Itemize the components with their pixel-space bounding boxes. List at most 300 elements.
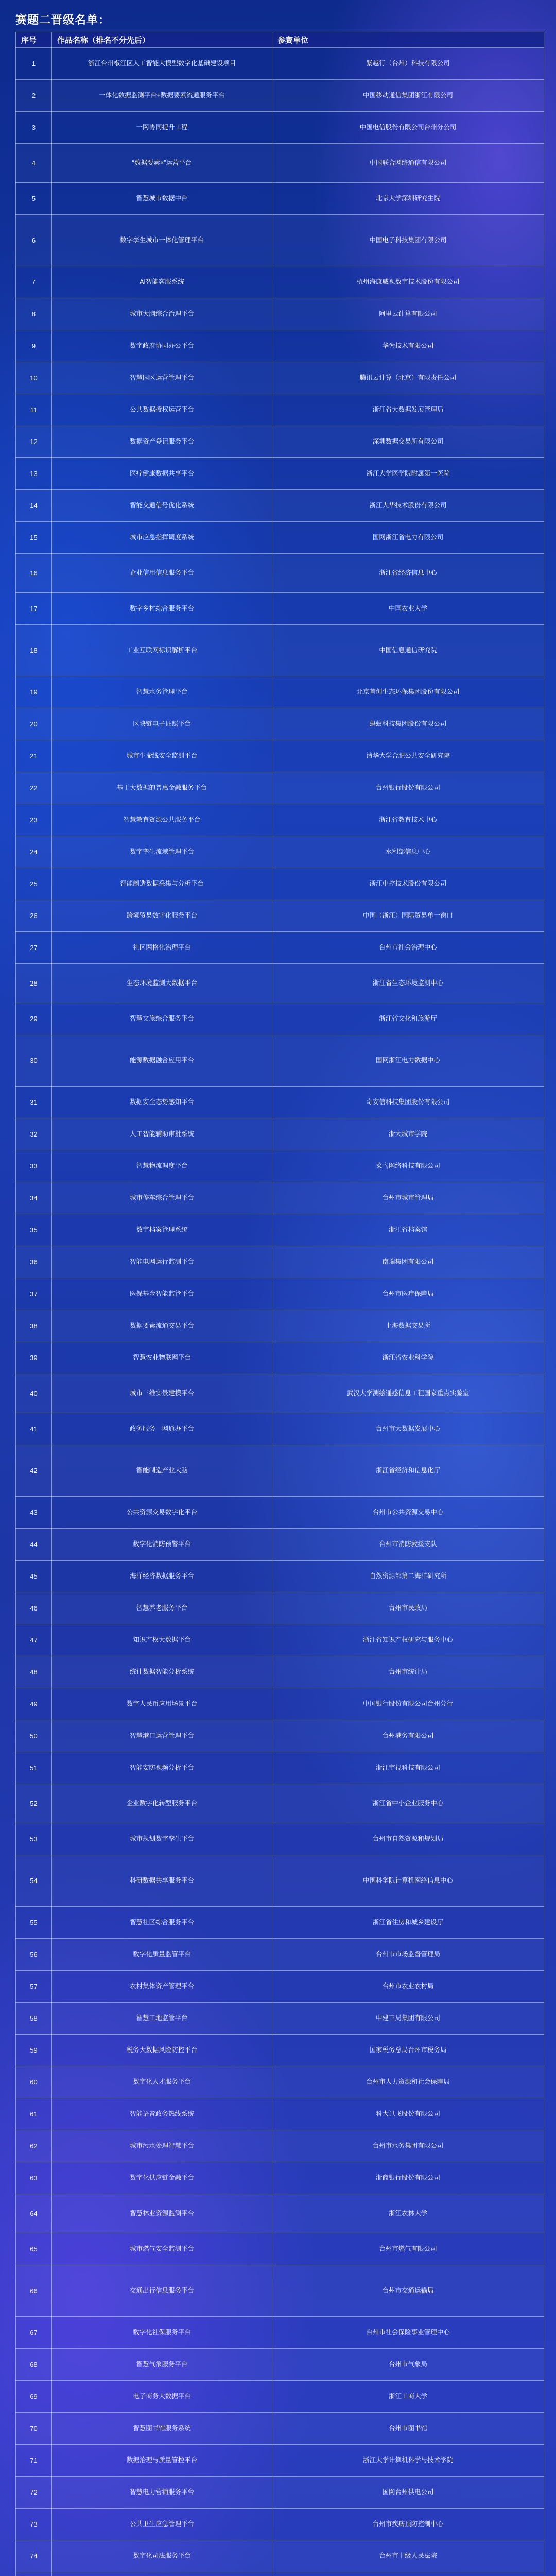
table-row xyxy=(16,2540,544,2572)
row-index: 46 xyxy=(16,1592,52,1624)
table-row xyxy=(16,1592,544,1624)
row-index: 10 xyxy=(16,362,52,394)
header-index: 序号 xyxy=(16,32,52,48)
row-work-name: 公共数据授权运营平台 xyxy=(52,394,272,426)
row-organization: 浙江省大数据发展管理局 xyxy=(272,394,544,426)
row-organization: 浙江大学医学院附属第一医院 xyxy=(272,458,544,490)
row-work-name: 企业信用信息服务平台 xyxy=(52,554,272,593)
row-organization: 深圳数据交易所有限公司 xyxy=(272,426,544,458)
row-index: 49 xyxy=(16,1688,52,1720)
row-work-name: 城市燃气安全监测平台 xyxy=(52,2233,272,2265)
row-organization: 中国移动通信集团浙江有限公司 xyxy=(272,80,544,112)
row-index: 60 xyxy=(16,2066,52,2098)
page-title: 赛题二晋级名单： xyxy=(15,13,111,26)
row-work-name: 智能安防视频分析平台 xyxy=(52,1752,272,1784)
row-organization: 台州市水务集团有限公司 xyxy=(272,2130,544,2162)
table-row xyxy=(16,1310,544,1342)
row-work-name: 智慧文旅综合服务平台 xyxy=(52,1003,272,1035)
row-work-name: 交通出行信息服务平台 xyxy=(52,2265,272,2317)
row-organization: 浙江省生态环境监测中心 xyxy=(272,964,544,1003)
row-work-name: 政务服务一网通办平台 xyxy=(52,1413,272,1445)
row-organization: 菜鸟网络科技有限公司 xyxy=(272,1150,544,1182)
row-index: 6 xyxy=(16,215,52,266)
row-index: 4 xyxy=(16,144,52,183)
row-work-name: 一网协同提升工程 xyxy=(52,112,272,144)
table-row xyxy=(16,1688,544,1720)
row-index: 28 xyxy=(16,964,52,1003)
table-row xyxy=(16,1150,544,1182)
row-index: 67 xyxy=(16,2317,52,2349)
table-row xyxy=(16,2130,544,2162)
table-row xyxy=(16,1907,544,1939)
table-row xyxy=(16,330,544,362)
row-work-name: 生态环境监测大数据平台 xyxy=(52,964,272,1003)
row-organization: 奇安信科技集团股份有限公司 xyxy=(272,1087,544,1118)
table-row xyxy=(16,2413,544,2445)
row-work-name: 城市三维实景建模平台 xyxy=(52,1374,272,1413)
table-row xyxy=(16,1035,544,1087)
row-work-name: 工业互联网标识解析平台 xyxy=(52,625,272,676)
row-organization: 浙江工商大学 xyxy=(272,2381,544,2413)
row-index: 35 xyxy=(16,1214,52,1246)
table-row xyxy=(16,112,544,144)
row-work-name: 数据资产登记服务平台 xyxy=(52,426,272,458)
table-row xyxy=(16,708,544,740)
row-work-name: 智慧水务管理平台 xyxy=(52,676,272,708)
row-index: 32 xyxy=(16,1118,52,1150)
row-organization: 台州市城市管理局 xyxy=(272,1182,544,1214)
row-index: 25 xyxy=(16,868,52,900)
row-work-name: 能源数据融合应用平台 xyxy=(52,1035,272,1087)
table-row xyxy=(16,676,544,708)
header-work-name: 作品名称（排名不分先后） xyxy=(52,32,272,48)
row-work-name: AI智能客服系统 xyxy=(52,266,272,298)
table-row xyxy=(16,1624,544,1656)
table-row xyxy=(16,426,544,458)
row-index: 38 xyxy=(16,1310,52,1342)
row-index: 1 xyxy=(16,48,52,80)
table-row xyxy=(16,900,544,932)
table-row xyxy=(16,1720,544,1752)
table-row xyxy=(16,2265,544,2317)
row-index: 21 xyxy=(16,740,52,772)
row-work-name: 数字化人才服务平台 xyxy=(52,2066,272,2098)
results-table xyxy=(15,32,544,2576)
row-index: 37 xyxy=(16,1278,52,1310)
row-work-name: 智能语音政务热线系统 xyxy=(52,2098,272,2130)
row-organization: 南瑞集团有限公司 xyxy=(272,1246,544,1278)
table-row xyxy=(16,2066,544,2098)
table-row xyxy=(16,2572,544,2576)
row-organization: 台州市中级人民法院 xyxy=(272,2540,544,2572)
row-work-name: 城市大脑综合治理平台 xyxy=(52,298,272,330)
table-row xyxy=(16,1939,544,1971)
row-work-name: 城市规划数字孪生平台 xyxy=(52,1823,272,1855)
row-work-name: 城市生命线安全监测平台 xyxy=(52,740,272,772)
row-organization: 台州市自然资源和规划局 xyxy=(272,1823,544,1855)
row-work-name: 智慧城市数据中台 xyxy=(52,183,272,215)
row-organization: 中国信息通信研究院 xyxy=(272,625,544,676)
table-row xyxy=(16,1529,544,1561)
table-row xyxy=(16,1561,544,1592)
row-index: 62 xyxy=(16,2130,52,2162)
row-work-name: 企业数字化转型服务平台 xyxy=(52,1784,272,1823)
row-organization: 清华大学合肥公共安全研究院 xyxy=(272,740,544,772)
row-work-name: 科研数据共享服务平台 xyxy=(52,1855,272,1907)
row-work-name: 智慧社区综合服务平台 xyxy=(52,1907,272,1939)
row-index: 15 xyxy=(16,522,52,554)
row-index: 22 xyxy=(16,772,52,804)
row-work-name: 知识产权大数据平台 xyxy=(52,1624,272,1656)
row-index: 18 xyxy=(16,625,52,676)
table-row xyxy=(16,490,544,522)
row-work-name: 税务大数据风险防控平台 xyxy=(52,2035,272,2066)
row-index: 51 xyxy=(16,1752,52,1784)
row-index: 45 xyxy=(16,1561,52,1592)
table-row xyxy=(16,2477,544,2509)
row-index: 5 xyxy=(16,183,52,215)
row-index: 56 xyxy=(16,1939,52,1971)
row-work-name: 智慧园区运营管理平台 xyxy=(52,362,272,394)
table-row xyxy=(16,1182,544,1214)
row-work-name: 浙江台州椒江区人工智能大模型数字化基础建设项目 xyxy=(52,48,272,80)
row-work-name: 智慧图书馆服务系统 xyxy=(52,2413,272,2445)
table-row xyxy=(16,2233,544,2265)
table-row xyxy=(16,2349,544,2381)
table-row xyxy=(16,1784,544,1823)
row-organization: 台州市社会治理中心 xyxy=(272,932,544,964)
row-organization: 浙江省住房和城乡建设厅 xyxy=(272,1907,544,1939)
row-organization: 台州市社会保险事业管理中心 xyxy=(272,2317,544,2349)
row-organization: 浙江省教育技术中心 xyxy=(272,804,544,836)
row-organization: 台州市民政局 xyxy=(272,1592,544,1624)
table-row xyxy=(16,932,544,964)
table-row xyxy=(16,394,544,426)
results-table-wrap xyxy=(15,32,544,2576)
row-work-name: 公共卫生应急管理平台 xyxy=(52,2509,272,2540)
row-organization: 台州市公共资源交易中心 xyxy=(272,1497,544,1529)
row-index: 23 xyxy=(16,804,52,836)
row-index: 24 xyxy=(16,836,52,868)
row-index xyxy=(16,2572,52,2576)
row-organization: 中建三局集团有限公司 xyxy=(272,2003,544,2035)
row-work-name: 智能电网运行监测平台 xyxy=(52,1246,272,1278)
row-work-name: 数据治理与质量管控平台 xyxy=(52,2445,272,2477)
row-index: 64 xyxy=(16,2194,52,2233)
table-row xyxy=(16,1214,544,1246)
row-work-name: 数字人民币应用场景平台 xyxy=(52,1688,272,1720)
row-organization: 浙江中控技术股份有限公司 xyxy=(272,868,544,900)
row-organization: 中国银行股份有限公司台州分行 xyxy=(272,1688,544,1720)
table-row xyxy=(16,1823,544,1855)
table-row xyxy=(16,1497,544,1529)
row-index: 61 xyxy=(16,2098,52,2130)
row-work-name xyxy=(52,2572,272,2576)
row-index: 73 xyxy=(16,2509,52,2540)
row-index: 36 xyxy=(16,1246,52,1278)
row-index: 50 xyxy=(16,1720,52,1752)
row-organization: 台州市气象局 xyxy=(272,2349,544,2381)
row-organization: 浙江农林大学 xyxy=(272,2194,544,2233)
row-work-name: 智慧港口运营管理平台 xyxy=(52,1720,272,1752)
row-work-name: 数字档案管理系统 xyxy=(52,1214,272,1246)
row-organization: 台州市燃气有限公司 xyxy=(272,2233,544,2265)
row-work-name: “数据要素×”运营平台 xyxy=(52,144,272,183)
table-row xyxy=(16,1003,544,1035)
table-row xyxy=(16,1246,544,1278)
row-index: 14 xyxy=(16,490,52,522)
row-organization: 蚂蚁科技集团股份有限公司 xyxy=(272,708,544,740)
row-work-name: 智慧养老服务平台 xyxy=(52,1592,272,1624)
row-organization: 浙江省中小企业服务中心 xyxy=(272,1784,544,1823)
row-work-name: 数字化社保服务平台 xyxy=(52,2317,272,2349)
row-work-name: 区块链电子证照平台 xyxy=(52,708,272,740)
row-organization: 台州市疾病预防控制中心 xyxy=(272,2509,544,2540)
row-organization: 台州港务有限公司 xyxy=(272,1720,544,1752)
row-index: 17 xyxy=(16,593,52,625)
table-row xyxy=(16,2381,544,2413)
row-work-name: 海洋经济数据服务平台 xyxy=(52,1561,272,1592)
row-index: 12 xyxy=(16,426,52,458)
row-organization: 武汉大学测绘遥感信息工程国家重点实验室 xyxy=(272,1374,544,1413)
row-organization: 台州市人力资源和社会保障局 xyxy=(272,2066,544,2098)
table-row xyxy=(16,362,544,394)
row-index: 19 xyxy=(16,676,52,708)
table-row xyxy=(16,144,544,183)
table-row xyxy=(16,458,544,490)
row-organization: 浙江大华技术股份有限公司 xyxy=(272,490,544,522)
row-index: 59 xyxy=(16,2035,52,2066)
row-organization: 水利部信息中心 xyxy=(272,836,544,868)
table-row xyxy=(16,2194,544,2233)
row-work-name: 一体化数据监测平台+数据要素流通服务平台 xyxy=(52,80,272,112)
table-row xyxy=(16,836,544,868)
row-organization: 自然资源部第二海洋研究所 xyxy=(272,1561,544,1592)
row-index: 66 xyxy=(16,2265,52,2317)
row-index: 41 xyxy=(16,1413,52,1445)
table-row xyxy=(16,298,544,330)
row-index: 53 xyxy=(16,1823,52,1855)
row-work-name: 智慧物流调度平台 xyxy=(52,1150,272,1182)
table-row xyxy=(16,1413,544,1445)
row-work-name: 人工智能辅助审批系统 xyxy=(52,1118,272,1150)
row-organization: 中国电信股份有限公司台州分公司 xyxy=(272,112,544,144)
row-organization: 国家税务总局台州市税务局 xyxy=(272,2035,544,2066)
row-organization: 台州市农业农村局 xyxy=(272,1971,544,2003)
table-row xyxy=(16,1971,544,2003)
row-index: 34 xyxy=(16,1182,52,1214)
row-work-name: 智慧林业资源监测平台 xyxy=(52,2194,272,2233)
row-organization: 浙江省农业科学院 xyxy=(272,1342,544,1374)
table-row xyxy=(16,48,544,80)
table-row xyxy=(16,80,544,112)
table-row xyxy=(16,522,544,554)
row-organization: 台州市统计局 xyxy=(272,1656,544,1688)
row-organization: 浙江省经济信息中心 xyxy=(272,554,544,593)
row-index: 47 xyxy=(16,1624,52,1656)
row-work-name: 数字化司法服务平台 xyxy=(52,2540,272,2572)
table-row xyxy=(16,1445,544,1497)
row-work-name: 数字化消防预警平台 xyxy=(52,1529,272,1561)
row-index: 42 xyxy=(16,1445,52,1497)
row-index: 20 xyxy=(16,708,52,740)
row-index: 7 xyxy=(16,266,52,298)
row-work-name: 农村集体资产管理平台 xyxy=(52,1971,272,2003)
row-work-name: 跨境贸易数字化服务平台 xyxy=(52,900,272,932)
row-index: 26 xyxy=(16,900,52,932)
row-work-name: 医疗健康数据共享平台 xyxy=(52,458,272,490)
header-organization: 参赛单位 xyxy=(272,32,544,48)
row-index: 27 xyxy=(16,932,52,964)
row-index: 72 xyxy=(16,2477,52,2509)
row-organization: 中国电子科技集团有限公司 xyxy=(272,215,544,266)
row-work-name: 基于大数据的普惠金融服务平台 xyxy=(52,772,272,804)
row-index: 29 xyxy=(16,1003,52,1035)
row-index: 71 xyxy=(16,2445,52,2477)
table-row xyxy=(16,2445,544,2477)
table-body xyxy=(16,48,544,2576)
row-work-name: 社区网格化治理平台 xyxy=(52,932,272,964)
row-work-name: 数字乡村综合服务平台 xyxy=(52,593,272,625)
row-index: 31 xyxy=(16,1087,52,1118)
row-organization xyxy=(272,2572,544,2576)
table-row xyxy=(16,2003,544,2035)
row-index: 11 xyxy=(16,394,52,426)
row-organization: 中国农业大学 xyxy=(272,593,544,625)
row-index: 65 xyxy=(16,2233,52,2265)
row-organization: 阿里云计算有限公司 xyxy=(272,298,544,330)
table-row xyxy=(16,804,544,836)
row-index: 2 xyxy=(16,80,52,112)
row-organization: 浙江省知识产权研究与服务中心 xyxy=(272,1624,544,1656)
row-index: 55 xyxy=(16,1907,52,1939)
row-organization: 国网浙江电力数据中心 xyxy=(272,1035,544,1087)
row-index: 30 xyxy=(16,1035,52,1087)
row-index: 57 xyxy=(16,1971,52,2003)
table-row xyxy=(16,215,544,266)
table-row xyxy=(16,1656,544,1688)
row-organization: 浙江省文化和旅游厅 xyxy=(272,1003,544,1035)
row-work-name: 智慧电力营销服务平台 xyxy=(52,2477,272,2509)
row-work-name: 数据安全态势感知平台 xyxy=(52,1087,272,1118)
table-row xyxy=(16,772,544,804)
row-work-name: 城市停车综合管理平台 xyxy=(52,1182,272,1214)
row-organization: 浙江大学计算机科学与技术学院 xyxy=(272,2445,544,2477)
row-index: 13 xyxy=(16,458,52,490)
row-index: 69 xyxy=(16,2381,52,2413)
row-index: 33 xyxy=(16,1150,52,1182)
table-header-row xyxy=(16,32,544,48)
row-index: 16 xyxy=(16,554,52,593)
row-organization: 北京大学深圳研究生院 xyxy=(272,183,544,215)
row-index: 44 xyxy=(16,1529,52,1561)
row-work-name: 统计数据智能分析系统 xyxy=(52,1656,272,1688)
row-organization: 科大讯飞股份有限公司 xyxy=(272,2098,544,2130)
row-work-name: 智慧教育资源公共服务平台 xyxy=(52,804,272,836)
row-index: 68 xyxy=(16,2349,52,2381)
table-row xyxy=(16,1087,544,1118)
row-organization: 中国（浙江）国际贸易单一窗口 xyxy=(272,900,544,932)
row-organization: 中国联合网络通信有限公司 xyxy=(272,144,544,183)
row-organization: 浙江宇视科技有限公司 xyxy=(272,1752,544,1784)
table-row xyxy=(16,1374,544,1413)
row-index: 43 xyxy=(16,1497,52,1529)
row-work-name: 智能交通信号优化系统 xyxy=(52,490,272,522)
row-work-name: 数字孪生流域管理平台 xyxy=(52,836,272,868)
row-organization: 华为技术有限公司 xyxy=(272,330,544,362)
table-row xyxy=(16,868,544,900)
row-organization: 台州市消防救援支队 xyxy=(272,1529,544,1561)
row-organization: 上海数据交易所 xyxy=(272,1310,544,1342)
row-work-name: 智能制造数据采集与分析平台 xyxy=(52,868,272,900)
row-organization: 中国科学院计算机网络信息中心 xyxy=(272,1855,544,1907)
row-organization: 浙江省经济和信息化厅 xyxy=(272,1445,544,1497)
row-organization: 浙商银行股份有限公司 xyxy=(272,2162,544,2194)
row-work-name: 数字化质量监管平台 xyxy=(52,1939,272,1971)
row-work-name: 电子商务大数据平台 xyxy=(52,2381,272,2413)
row-work-name: 智慧工地监管平台 xyxy=(52,2003,272,2035)
row-work-name: 数字化供应链金融平台 xyxy=(52,2162,272,2194)
row-index: 70 xyxy=(16,2413,52,2445)
row-organization: 浙大城市学院 xyxy=(272,1118,544,1150)
title-bar xyxy=(0,0,556,32)
row-work-name: 数据要素流通交易平台 xyxy=(52,1310,272,1342)
row-work-name: 智能制造产业大脑 xyxy=(52,1445,272,1497)
table-row xyxy=(16,2317,544,2349)
row-organization: 北京首创生态环保集团股份有限公司 xyxy=(272,676,544,708)
table-row xyxy=(16,2162,544,2194)
table-row xyxy=(16,625,544,676)
row-organization: 紫越行（台州）科技有限公司 xyxy=(272,48,544,80)
row-organization: 国网台州供电公司 xyxy=(272,2477,544,2509)
row-index: 8 xyxy=(16,298,52,330)
table-row xyxy=(16,1278,544,1310)
table-row xyxy=(16,2035,544,2066)
row-index: 54 xyxy=(16,1855,52,1907)
table-row xyxy=(16,1855,544,1907)
row-work-name: 公共资源交易数字化平台 xyxy=(52,1497,272,1529)
row-organization: 腾讯云计算（北京）有限责任公司 xyxy=(272,362,544,394)
row-organization: 台州市图书馆 xyxy=(272,2413,544,2445)
row-work-name: 智慧气象服务平台 xyxy=(52,2349,272,2381)
table-row xyxy=(16,1752,544,1784)
row-index: 9 xyxy=(16,330,52,362)
table-row xyxy=(16,554,544,593)
table-row xyxy=(16,2098,544,2130)
row-index: 74 xyxy=(16,2540,52,2572)
row-organization: 台州市医疗保障局 xyxy=(272,1278,544,1310)
row-index: 58 xyxy=(16,2003,52,2035)
table-row xyxy=(16,2509,544,2540)
row-work-name: 智慧农业物联网平台 xyxy=(52,1342,272,1374)
row-organization: 杭州海康威视数字技术股份有限公司 xyxy=(272,266,544,298)
row-index: 48 xyxy=(16,1656,52,1688)
row-work-name: 数字政府协同办公平台 xyxy=(52,330,272,362)
row-work-name: 城市应急指挥调度系统 xyxy=(52,522,272,554)
row-index: 40 xyxy=(16,1374,52,1413)
table-row xyxy=(16,1342,544,1374)
row-organization: 台州市市场监督管理局 xyxy=(272,1939,544,1971)
row-index: 3 xyxy=(16,112,52,144)
row-index: 52 xyxy=(16,1784,52,1823)
row-work-name: 医保基金智能监管平台 xyxy=(52,1278,272,1310)
row-index: 63 xyxy=(16,2162,52,2194)
table-row xyxy=(16,593,544,625)
row-work-name: 数字孪生城市一体化管理平台 xyxy=(52,215,272,266)
row-organization: 台州银行股份有限公司 xyxy=(272,772,544,804)
table-row xyxy=(16,1118,544,1150)
row-organization: 浙江省档案馆 xyxy=(272,1214,544,1246)
